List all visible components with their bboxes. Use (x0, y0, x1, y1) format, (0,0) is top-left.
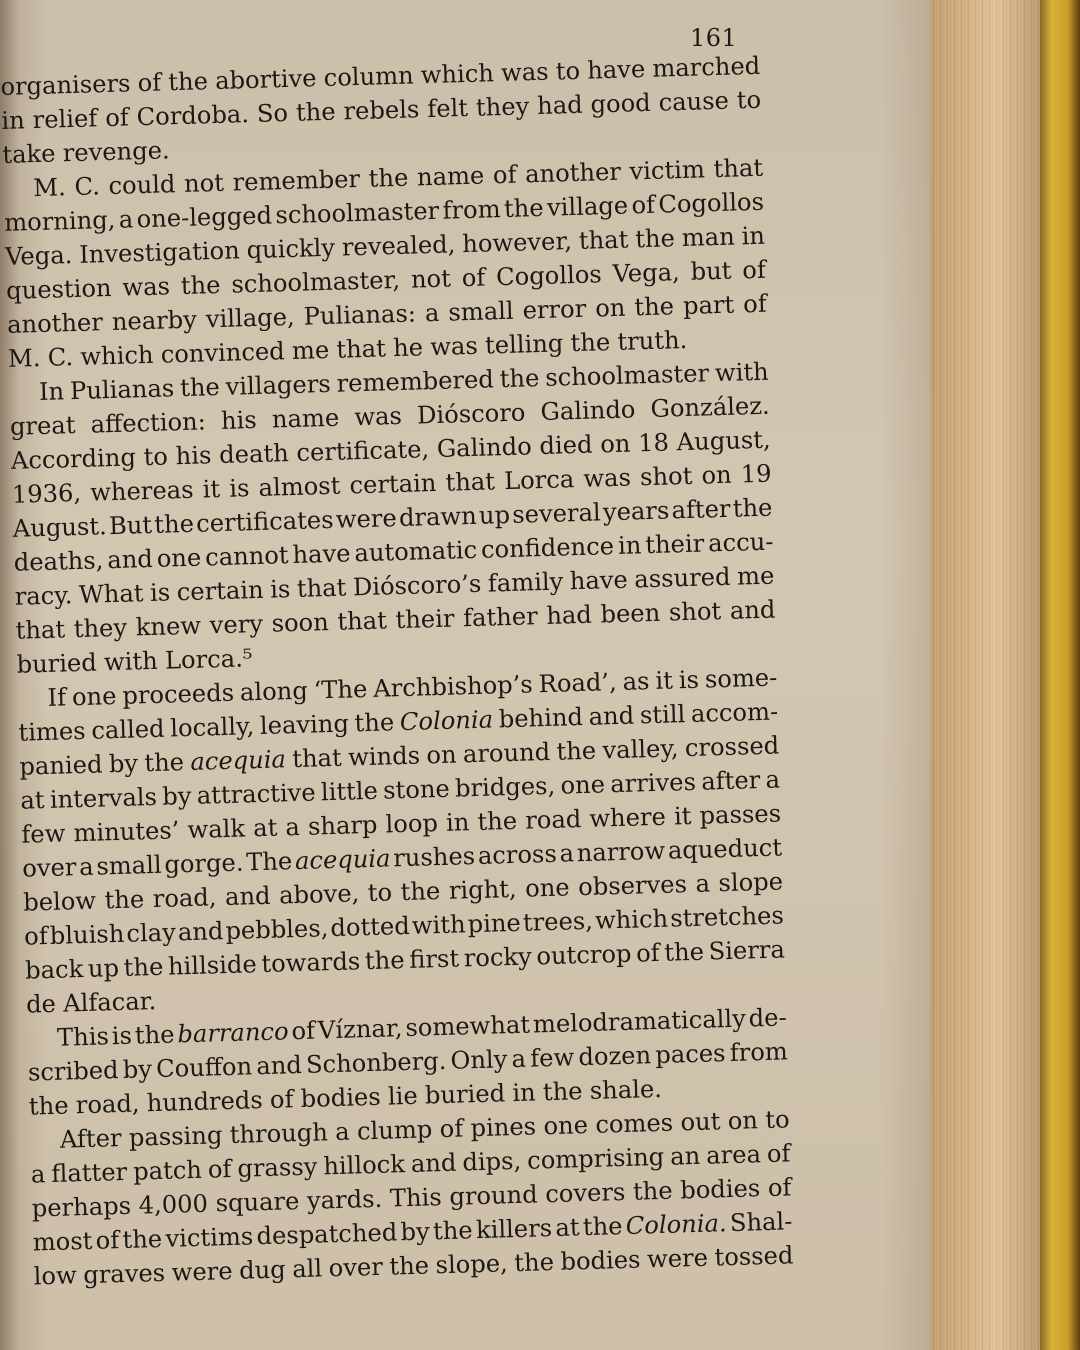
text-line: deaths, and one cannot have automatic confidence in their accu- (13, 527, 774, 577)
page-edges (930, 0, 1040, 1350)
text-line: another nearby village, Pulianas: a small error on the part of (6, 289, 768, 339)
body-text (0, 49, 794, 1294)
text-line: low graves were dug all over the slope, the bodies were tossed (33, 1241, 794, 1291)
text-line: take revenge. (1, 136, 170, 169)
text-line: M. C. could not remember the name of another victim that (32, 153, 764, 203)
text-line: below the road, and above, to the right, one observes a slope (22, 867, 784, 917)
text-line: a flatter patch of grassy hillock and dips, comprising an area of (30, 1139, 791, 1189)
text-line: of bluish clay and pebbles, dotted with pine trees, which stretches (23, 901, 785, 951)
book-cover-edge (1040, 0, 1080, 1350)
text-line: buried with Lorca.⁵ (16, 644, 253, 679)
text-line: organisers of the abortive column which was to have marched (0, 51, 761, 101)
text-line: racy. What is certain is that Dióscoro’s family have assured me (14, 561, 775, 611)
text-line: panied by the acequia that winds on around the valley, crossed (19, 731, 780, 781)
text-line: the road, hundreds of bodies lie buried in the shale. (28, 1074, 663, 1121)
text-line: over a small gorge. The acequia rushes across a narrow aqueduct (21, 833, 783, 883)
text-line: If one proceeds along ‘The Archbishop’s Road’, as it is some- (47, 663, 778, 712)
text-line: back up the hillside towards the first rocky outcrop of the Sierra (24, 935, 786, 985)
text-line: few minutes’ walk at a sharp loop in the road where it passes (20, 799, 782, 849)
text-line: great affection: his name was Dióscoro Galindo González. (9, 391, 771, 441)
text-line: M. C. which convinced me that he was telling the truth. (7, 325, 688, 373)
text-line: August. But the certificates were drawn up several years after the (12, 493, 773, 543)
text-line: scribed by Couffon and Schonberg. Only a few dozen paces from (27, 1037, 789, 1087)
text-line: at intervals by attractive little stone bridges, one arrives after a (20, 765, 781, 815)
text-line: According to his death certificate, Galindo died on 18 August, (10, 425, 771, 475)
text-line: 1936, whereas it is almost certain that Lorca was shot on 19 (11, 459, 772, 509)
text-line: times called locally, leaving the Colonia behind and still accom- (18, 697, 779, 747)
text-line: that they knew very soon that their father had been shot and (15, 595, 776, 645)
text-line: most of the victims despatched by the killers at the Colonia. Shal- (32, 1207, 793, 1257)
text-line: in relief of Cordoba. So the rebels felt they had good cause to (1, 85, 762, 135)
text-line: After passing through a clump of pines one comes out on to (59, 1105, 790, 1154)
text-line: In Pulianas the villagers remembered the schoolmaster with (38, 357, 770, 407)
text-line: de Alfacar. (25, 987, 157, 1019)
page-number: 161 (690, 24, 738, 52)
text-line: perhaps 4,000 square yards. This ground covers the bodies of (31, 1173, 792, 1223)
text-line: morning, a one-legged schoolmaster from the village of Cogollos (3, 187, 765, 237)
text-line: Vega. Investigation quickly revealed, however, that the man in (4, 221, 766, 271)
text-line: question was the schoolmaster, not of Cogollos Vega, but of (5, 255, 767, 305)
text-line: This is the barranco of Víznar, somewhat melodramatically de- (56, 1003, 788, 1052)
